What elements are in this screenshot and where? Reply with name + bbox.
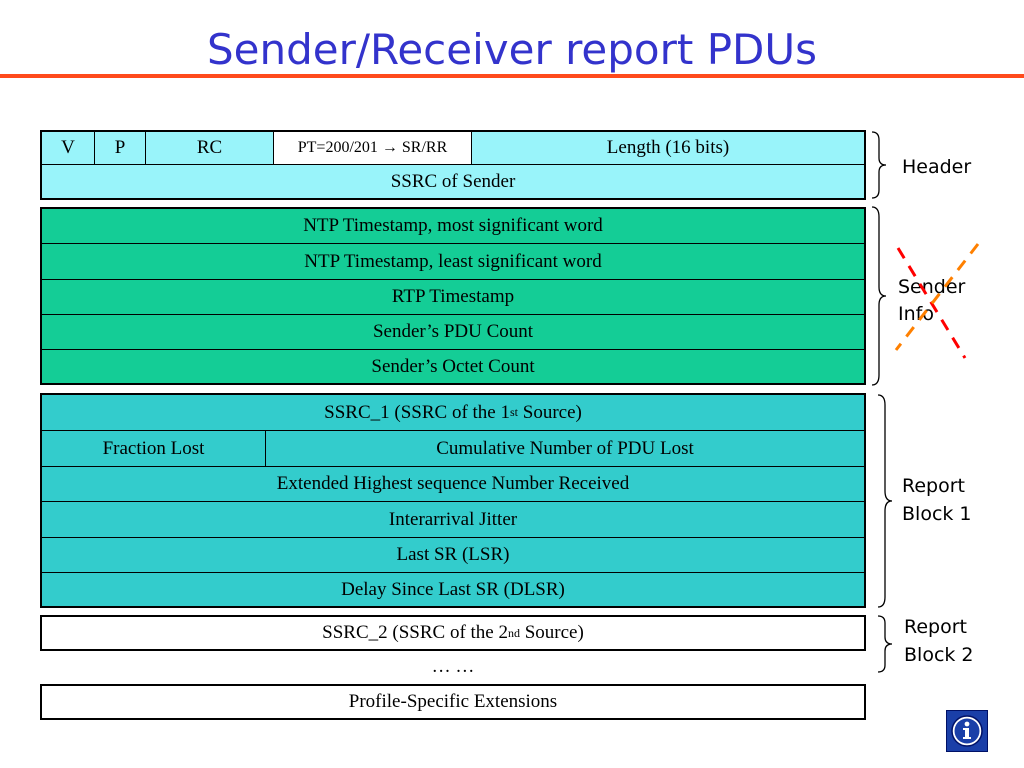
ssrc-1-text-end: Source)	[518, 401, 582, 423]
report-row	[42, 617, 864, 649]
label-sender-info-2: Info	[898, 303, 934, 325]
sender-info-row	[42, 350, 864, 383]
info-button[interactable]	[946, 710, 988, 752]
rtp-timestamp: RTP Timestamp	[391, 286, 515, 307]
report-row	[42, 467, 864, 502]
label-report-block-2-a: Report	[904, 616, 967, 638]
ssrc-1-sup: st	[509, 405, 518, 419]
report-row	[42, 431, 864, 467]
header-brace	[870, 130, 890, 200]
cross-line-red	[898, 248, 965, 358]
page-title: Sender/Receiver report PDUs	[206, 25, 817, 74]
ssrc-1-text: SSRC_1 (SSRC of the 1	[324, 401, 510, 423]
sender-info-brace	[870, 205, 890, 387]
sender-info-row	[42, 209, 864, 244]
ssrc-2	[42, 617, 864, 649]
ext-highest-seq: Extended Highest sequence Number Received	[276, 473, 630, 494]
cross-out-mark	[890, 238, 985, 363]
dlsr: Delay Since Last SR (DLSR)	[341, 578, 565, 600]
interarrival-jitter: Interarrival Jitter	[388, 508, 518, 530]
ntp-lsw: NTP Timestamp, least significant word	[304, 250, 602, 272]
ssrc-2-sup: nd	[507, 625, 520, 640]
header-row-1	[42, 132, 864, 165]
profile-ext-row	[42, 686, 864, 718]
report-block-1	[40, 393, 866, 608]
field-length: Length (16 bits)	[606, 137, 730, 158]
header-row-2	[42, 165, 864, 198]
label-header: Header	[902, 156, 972, 178]
label-report-block-1-a: Report	[902, 475, 965, 497]
label-sender-info-1: Sender	[898, 276, 966, 298]
field-v: V	[42, 132, 95, 164]
report-row	[42, 395, 864, 431]
field-p: P	[95, 132, 146, 164]
fraction-lost: Fraction Lost	[42, 431, 266, 466]
ellipsis: … …	[431, 656, 475, 677]
field-pt: PT=200/201 → SR/RR	[274, 132, 472, 164]
report-row	[42, 538, 864, 573]
ssrc-1	[42, 395, 864, 430]
ssrc-2-text: SSRC_2 (SSRC of the 2	[322, 622, 508, 643]
sender-pdu-count: Sender’s PDU Count	[372, 321, 534, 342]
report-block-2	[40, 615, 866, 651]
label-report-block-1-b: Block 1	[902, 503, 972, 525]
sender-info-row	[42, 315, 864, 350]
report-block-1-brace	[876, 393, 896, 609]
ntp-msw: NTP Timestamp, most significant word	[303, 215, 603, 236]
cross-line-orange	[896, 244, 978, 350]
info-icon	[947, 711, 987, 751]
sender-info-block	[40, 207, 866, 385]
cumulative-lost: Cumulative Number of PDU Lost	[436, 437, 694, 459]
label-report-block-2-b: Block 2	[904, 644, 974, 666]
sender-info-row	[42, 244, 864, 280]
profile-ext-block	[40, 684, 866, 720]
header-block	[40, 130, 866, 200]
last-sr: Last SR (LSR)	[396, 544, 510, 565]
title-underline	[0, 74, 1024, 78]
report-block-2-brace	[876, 614, 896, 674]
profile-ext: Profile-Specific Extensions	[348, 691, 558, 712]
report-row	[42, 502, 864, 538]
sender-info-row	[42, 280, 864, 315]
field-ssrc-sender: SSRC of Sender	[390, 170, 516, 192]
ssrc-2-text-end: Source)	[519, 622, 584, 643]
field-rc: RC	[146, 132, 274, 164]
sender-octet-count: Sender’s Octet Count	[371, 355, 535, 377]
report-row	[42, 573, 864, 606]
